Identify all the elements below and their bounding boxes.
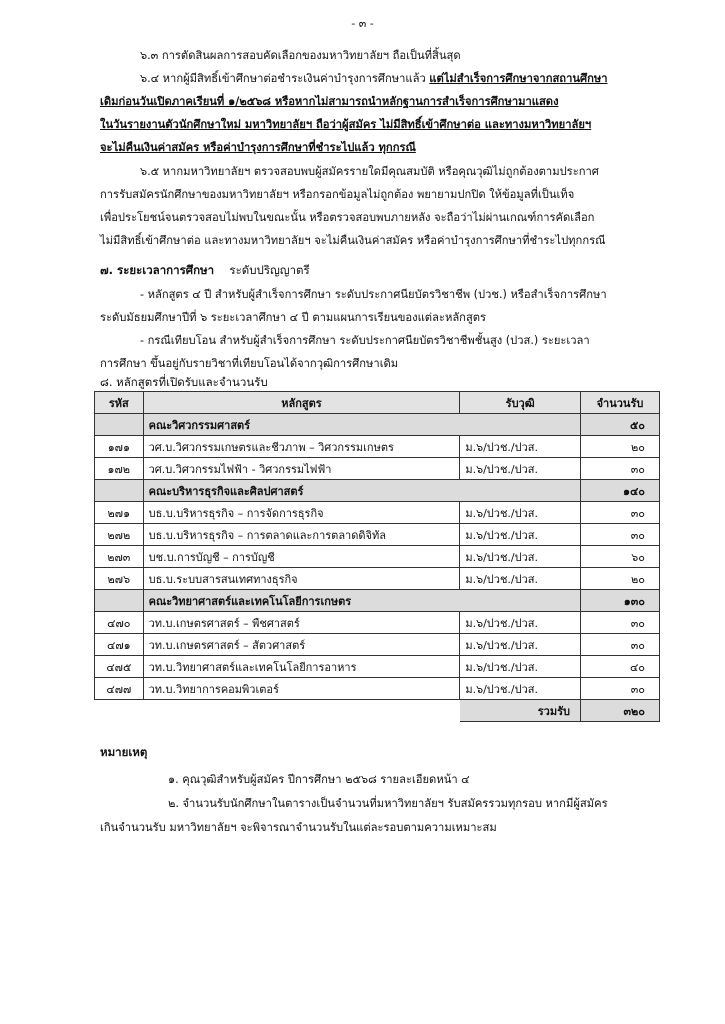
- program-name: บธ.บ.บริหารธุรกิจ – การตลาดและการตลาดดิจิทัล: [143, 524, 460, 546]
- paragraph-6-4-text-b: แต่ไม่สำเร็จการศึกษาจากสถานศึกษา: [429, 72, 608, 85]
- paragraph-6-5-line-1: ๖.๕ หากมหาวิทยาลัยฯ ตรวจสอบพบผู้สมัครรายใดมีคุณสมบัติ หรือคุณวุฒิไม่ถูกต้องตามประกาศ: [140, 165, 599, 178]
- header-program: หลักสูตร: [143, 392, 460, 414]
- program-qualification: ม.๖/ปวช./ปวส.: [460, 678, 581, 700]
- paragraph-6-4: [100, 67, 660, 159]
- faculty-row-agriculture: [95, 590, 660, 612]
- program-code: ๔๗๑: [95, 634, 144, 656]
- program-name: วท.บ.วิทยาการคอมพิวเตอร์: [143, 678, 460, 700]
- section-7-title: ๗. ระยะเวลาการศึกษา: [100, 263, 215, 277]
- section-7-line-3: - กรณีเทียบโอน สำหรับผู้สำเร็จการศึกษา ระดับประกาศนียบัตรวิชาชีพชั้นสูง (ปวส.) ระยะเวลา: [140, 334, 590, 347]
- notes-title: หมายเหตุ: [100, 745, 148, 759]
- program-qualification: ม.๖/ปวช./ปวส.: [460, 502, 581, 524]
- section-7-line-2: ระดับมัธยมศึกษาปีที่ ๖ ระยะเวลาศึกษา ๔ ปี ตามแผนการเรียนของแต่ละหลักสูตร: [100, 311, 487, 324]
- program-quota: ๓๐: [580, 458, 659, 480]
- faculty-code-cell: [95, 414, 144, 436]
- table-row: [95, 502, 660, 524]
- program-code: ๒๗๖: [95, 568, 144, 590]
- program-qualification: ม.๖/ปวช./ปวส.: [460, 436, 581, 458]
- section-8-title: ๘. หลักสูตรที่เปิดรับและจำนวนรับ: [100, 375, 268, 389]
- program-table: [94, 391, 660, 722]
- table-row: [95, 458, 660, 480]
- program-code: ๑๗๑: [95, 436, 144, 458]
- table-total-row: [95, 700, 660, 722]
- program-qualification: ม.๖/ปวช./ปวส.: [460, 546, 581, 568]
- program-qualification: ม.๖/ปวช./ปวส.: [460, 634, 581, 656]
- program-code: ๒๗๓: [95, 546, 144, 568]
- table-row: [95, 546, 660, 568]
- program-qualification: ม.๖/ปวช./ปวส.: [460, 656, 581, 678]
- paragraph-6-5-line-4: ไม่มีสิทธิ์เข้าศึกษาต่อ และทางมหาวิทยาลัยฯ จะไม่คืนเงินค่าสมัคร หรือค่าบำรุงการศึกษาที่ชำระไปทุกกรณี: [100, 234, 606, 247]
- total-blank-cell: [95, 700, 460, 722]
- program-quota: ๒๐: [580, 568, 659, 590]
- program-code: ๒๗๒: [95, 524, 144, 546]
- faculty-name: คณะบริหารธุรกิจและศิลปศาสตร์: [143, 480, 580, 502]
- table-row: [95, 524, 660, 546]
- page-number: - ๓ -: [351, 17, 374, 30]
- program-name: วท.บ.เกษตรศาสตร์ – สัตวศาสตร์: [143, 634, 460, 656]
- paragraph-6-5: [100, 160, 660, 252]
- section-7-body: [100, 283, 660, 375]
- program-qualification: ม.๖/ปวช./ปวส.: [460, 524, 581, 546]
- paragraph-6-5-line-2: การรับสมัครนักศึกษาของมหาวิทยาลัยฯ หรือกรอกข้อมูลไม่ถูกต้อง พยายามปกปิด ให้ข้อมูลที่เป็นเท็จ: [100, 188, 575, 201]
- program-qualification: ม.๖/ปวช./ปวส.: [460, 568, 581, 590]
- table-row: [95, 656, 660, 678]
- program-qualification: ม.๖/ปวช./ปวส.: [460, 612, 581, 634]
- faculty-name: คณะวิทยาศาสตร์และเทคโนโลยีการเกษตร: [143, 590, 580, 612]
- header-quota: จำนวนรับ: [580, 392, 659, 414]
- program-quota: ๓๐: [580, 502, 659, 524]
- program-name: บธ.บ.บริหารธุรกิจ – การจัดการธุรกิจ: [143, 502, 460, 524]
- table-header-row: [95, 392, 660, 414]
- program-code: ๔๗๕: [95, 656, 144, 678]
- program-name: วศ.บ.วิศวกรรมเกษตรและชีวภาพ – วิศวกรรมเกษตร: [143, 436, 460, 458]
- section-7-line-4: การศึกษา ขึ้นอยู่กับรายวิชาที่เทียบโอนได้จากวุฒิการศึกษาเดิม: [100, 357, 399, 370]
- paragraph-6-3: [100, 44, 660, 67]
- paragraph-6-3-text: ๖.๓ การตัดสินผลการสอบคัดเลือกของมหาวิทยาลัยฯ ถือเป็นที่สิ้นสุด: [140, 49, 461, 62]
- paragraph-6-5-line-3: เพื่อประโยชน์จนตรวจสอบไม่พบในขณะนั้น หรือตรวจสอบพบภายหลัง จะถือว่าไม่ผ่านเกณฑ์การคัดเลือก: [100, 211, 595, 224]
- program-name: บธ.บ.ระบบสารสนเทศทางธุรกิจ: [143, 568, 460, 590]
- faculty-total: ๕๐: [580, 414, 659, 436]
- table-row: [95, 568, 660, 590]
- faculty-code-cell: [95, 590, 144, 612]
- program-code: ๔๗๗: [95, 678, 144, 700]
- program-qualification: ม.๖/ปวช./ปวส.: [460, 458, 581, 480]
- program-name: วท.บ.วิทยาศาสตร์และเทคโนโลยีการอาหาร: [143, 656, 460, 678]
- note-2-line-2: เกินจำนวนรับ มหาวิทยาลัยฯ จะพิจารณาจำนวนรับในแต่ละรอบตามความเหมาะสม: [100, 821, 497, 834]
- header-qualification: รับวุฒิ: [460, 392, 581, 414]
- section-7-line-1: - หลักสูตร ๔ ปี สำหรับผู้สำเร็จการศึกษา ระดับประกาศนียบัตรวิชาชีพ (ปวช.) หรือสำเร็จการศึกษา: [140, 288, 607, 301]
- section-7-subtitle: ระดับปริญญาตรี: [229, 263, 310, 277]
- table-row: [95, 612, 660, 634]
- total-value: ๓๒๐: [580, 700, 659, 722]
- program-name: บช.บ.การบัญชี – การบัญชี: [143, 546, 460, 568]
- note-2-line-1: ๒. จำนวนรับนักศึกษาในตารางเป็นจำนวนที่มหาวิทยาลัยฯ รับสมัครรวมทุกรอบ หากมีผู้สมัคร: [168, 797, 608, 810]
- table-row: [95, 634, 660, 656]
- faculty-total: ๑๔๐: [580, 480, 659, 502]
- program-quota: ๓๐: [580, 634, 659, 656]
- paragraph-6-4-text-a: ๖.๔ หากผู้มีสิทธิ์เข้าศึกษาต่อชำระเงินค่าบำรุงการศึกษาแล้ว: [140, 72, 430, 85]
- faculty-total: ๑๓๐: [580, 590, 659, 612]
- note-1: ๑. คุณวุฒิสำหรับผู้สมัคร ปีการศึกษา ๒๕๖๘ รายละเอียดหน้า ๔: [168, 773, 470, 786]
- program-code: ๒๗๑: [95, 502, 144, 524]
- section-7-heading: [100, 262, 310, 280]
- paragraph-6-4-text-d: ในวันรายงานตัวนักศึกษาใหม่ มหาวิทยาลัยฯ ถือว่าผู้สมัคร ไม่มีสิทธิ์เข้าศึกษาต่อ และทางมหาวิทยาลัยฯ: [100, 118, 592, 131]
- faculty-row-business: [95, 480, 660, 502]
- program-quota: ๓๐: [580, 524, 659, 546]
- program-quota: ๓๐: [580, 612, 659, 634]
- program-name: วศ.บ.วิศวกรรมไฟฟ้า - วิศวกรรมไฟฟ้า: [143, 458, 460, 480]
- program-quota: ๓๐: [580, 678, 659, 700]
- program-quota: ๒๐: [580, 436, 659, 458]
- faculty-row-engineering: [95, 414, 660, 436]
- program-code: ๑๗๒: [95, 458, 144, 480]
- faculty-name: คณะวิศวกรรมศาสตร์: [143, 414, 580, 436]
- program-code: ๔๗๐: [95, 612, 144, 634]
- program-quota: ๖๐: [580, 546, 659, 568]
- paragraph-6-4-text-c: เดิมก่อนวันเปิดภาคเรียนที่ ๑/๒๕๖๘ หรือหากไม่สามารถนำหลักฐานการสำเร็จการศึกษามาแสดง: [100, 95, 559, 108]
- program-quota: ๔๐: [580, 656, 659, 678]
- faculty-code-cell: [95, 480, 144, 502]
- header-code: รหัส: [95, 392, 144, 414]
- total-label: รวมรับ: [460, 700, 581, 722]
- table-row: [95, 436, 660, 458]
- paragraph-6-4-text-e: จะไม่คืนเงินค่าสมัคร หรือค่าบำรุงการศึกษาที่ชำระไปแล้ว ทุกกรณี: [100, 141, 416, 154]
- table-row: [95, 678, 660, 700]
- program-name: วท.บ.เกษตรศาสตร์ – พืชศาสตร์: [143, 612, 460, 634]
